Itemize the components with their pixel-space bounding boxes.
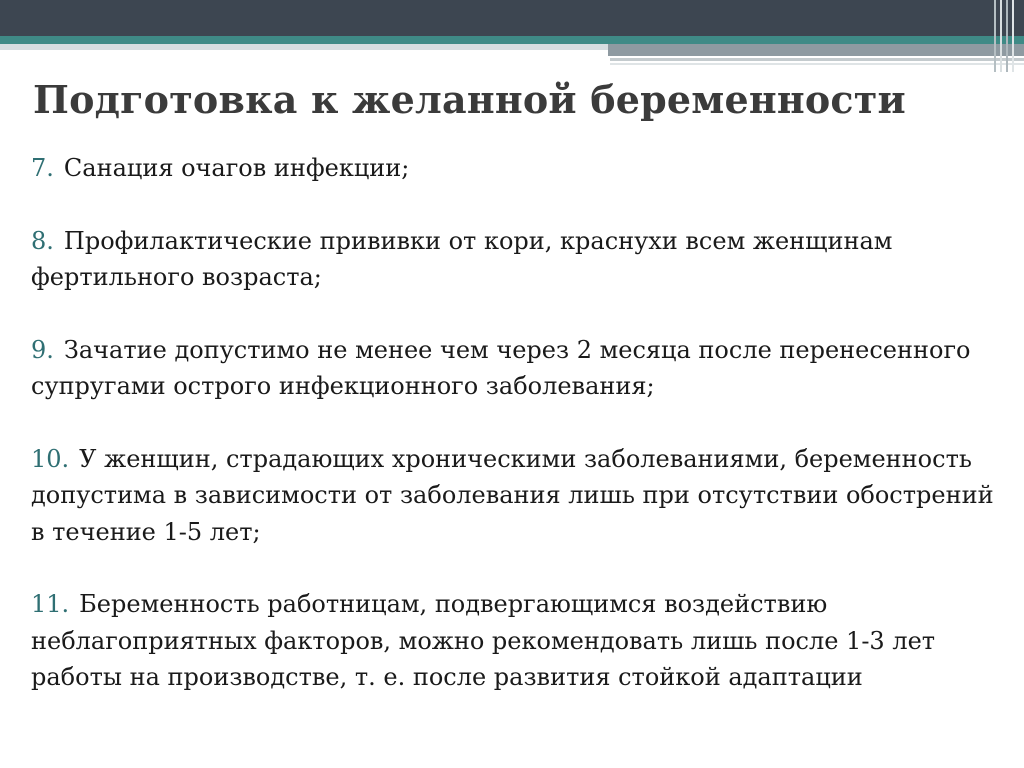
list-item [31,150,1001,187]
corner-stripe-decoration [1012,0,1014,72]
list-item-text: Санация очагов инфекции; [63,154,410,182]
list-item-number: 10. [31,444,70,473]
list-item-number: 11. [31,590,70,618]
list-item-number: 7. [31,154,54,182]
header-band-gray [608,44,1024,56]
header-band-teal [0,36,1024,44]
slide-title: Подготовка к желанной беременности [33,77,906,122]
list-item [31,586,1001,696]
list-item-text: Зачатие допустимо не менее чем через 2 месяца после перенесенного супругами острого инфекционного заболевания; [31,335,971,400]
list-item-text: У женщин, страдающих хроническими заболеваниями, беременность допустима в зависимости от заболевания лишь при отсутствии обострений в течение 1-5 лет; [31,444,994,546]
slide-content-list [31,150,1001,732]
header-band-dark [0,0,1024,36]
header-line-decoration-thin [610,63,1024,65]
list-item-text: Беременность работницам, подвергающимся воздействию неблагоприятных факторов, можно рекомендовать лишь после 1-3 лет работы на производстве, т. е. после развития стойкой адаптации [31,590,936,691]
list-item-text: Профилактические прививки от кори, краснухи всем женщинам фертильного возраста; [31,226,893,291]
corner-stripe-decoration [1000,0,1002,72]
list-item [31,223,1001,296]
list-item [31,441,1001,551]
corner-stripe-decoration [994,0,996,72]
header-line-decoration [610,58,1024,61]
list-item-number: 8. [31,226,54,255]
list-item [31,332,1001,405]
header-band-light [0,44,610,50]
corner-stripe-decoration [1006,0,1008,72]
list-item-number: 9. [31,335,54,364]
